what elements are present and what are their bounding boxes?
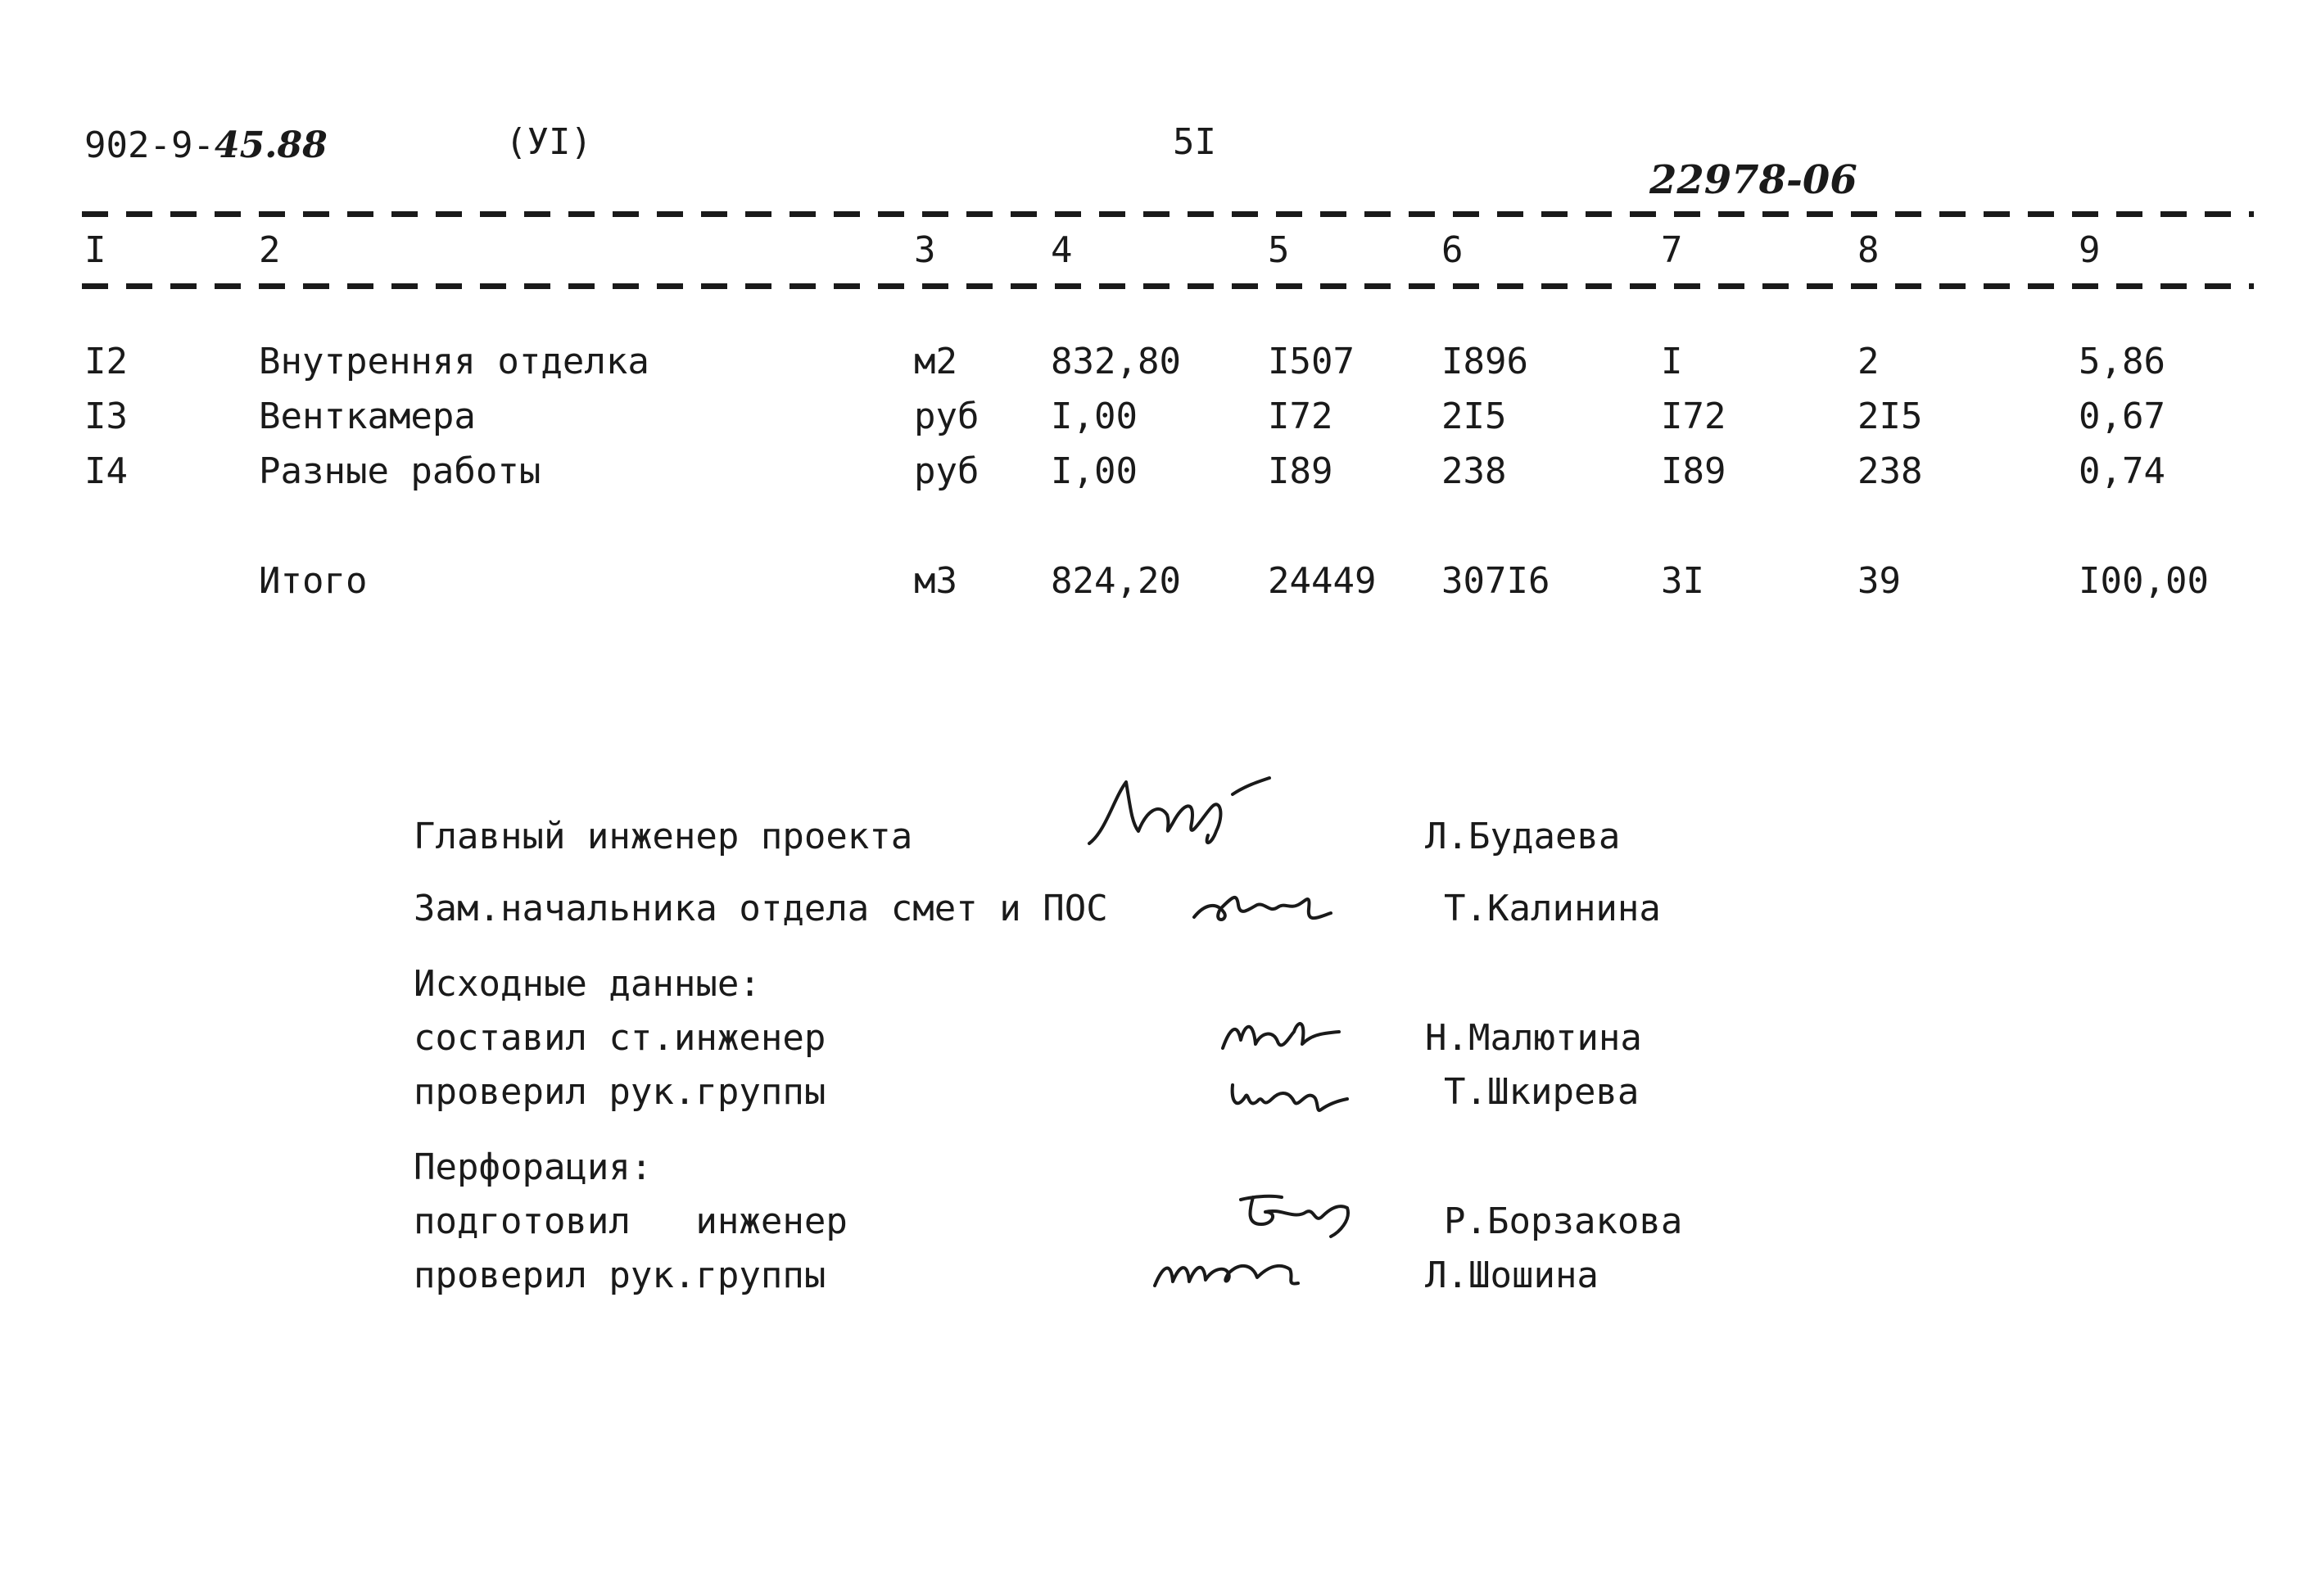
total-label: Итого bbox=[259, 560, 368, 602]
total-cell: 24449 bbox=[1268, 560, 1377, 602]
column-number: 8 bbox=[1857, 229, 1880, 271]
row-quantity: I,00 bbox=[1051, 450, 1138, 492]
total-unit: м3 bbox=[914, 560, 957, 602]
column-number: 7 bbox=[1661, 229, 1683, 271]
row-cell: I89 bbox=[1661, 450, 1726, 492]
document-code-handwritten: 45.88 bbox=[214, 124, 328, 166]
column-number: I bbox=[84, 229, 106, 271]
row-number: I2 bbox=[84, 341, 128, 382]
row-number: I4 bbox=[84, 450, 128, 492]
signature-perf-checked bbox=[1147, 1241, 1335, 1302]
row-cell: 2I5 bbox=[1857, 396, 1923, 437]
row-cell: 238 bbox=[1857, 450, 1923, 492]
row-description: Разные работы bbox=[259, 450, 541, 492]
signature-chief-engineer bbox=[1081, 766, 1278, 864]
table-top-rule bbox=[82, 211, 2254, 217]
row-cell: 238 bbox=[1441, 450, 1507, 492]
signature-deputy bbox=[1188, 876, 1343, 934]
row-description: Венткамера bbox=[259, 396, 476, 437]
total-cell: 39 bbox=[1857, 560, 1901, 602]
perf-prepared-name: Р.Борзакова bbox=[1444, 1200, 1683, 1242]
total-cell: 3I bbox=[1661, 560, 1704, 602]
row-unit: м2 bbox=[914, 341, 957, 382]
source-compiled-name: Н.Малютина bbox=[1425, 1017, 1642, 1059]
section-label: (УI) bbox=[505, 121, 592, 163]
total-cell: 307I6 bbox=[1441, 560, 1550, 602]
deputy-name: Т.Калинина bbox=[1444, 888, 1661, 929]
row-description: Внутренняя отделка bbox=[259, 341, 649, 382]
row-cell: 2 bbox=[1857, 341, 1880, 382]
row-percent: 5,86 bbox=[2079, 341, 2165, 382]
row-cell: I89 bbox=[1268, 450, 1333, 492]
perf-prepared-title: подготовил инженер bbox=[414, 1200, 848, 1242]
perf-checked-name: Л.Шошина bbox=[1425, 1255, 1599, 1296]
document-code bbox=[84, 124, 328, 166]
row-percent: 0,67 bbox=[2079, 396, 2165, 437]
perf-checked-title: проверил рук.группы bbox=[414, 1255, 826, 1296]
page-number: 5I bbox=[1173, 121, 1216, 163]
perforation-heading: Перфорация: bbox=[414, 1146, 653, 1188]
row-percent: 0,74 bbox=[2079, 450, 2165, 492]
column-number: 3 bbox=[914, 229, 936, 271]
table-header-rule bbox=[82, 283, 2254, 289]
source-checked-title: проверил рук.группы bbox=[414, 1071, 826, 1113]
row-quantity: I,00 bbox=[1051, 396, 1138, 437]
source-checked-name: Т.Шкирева bbox=[1444, 1071, 1640, 1113]
source-data-heading: Исходные данные: bbox=[414, 963, 761, 1005]
column-number: 9 bbox=[2079, 229, 2101, 271]
row-cell: 2I5 bbox=[1441, 396, 1507, 437]
row-cell: I72 bbox=[1661, 396, 1726, 437]
total-percent: I00,00 bbox=[2079, 560, 2209, 602]
row-cell: I bbox=[1661, 341, 1683, 382]
row-quantity: 832,80 bbox=[1051, 341, 1181, 382]
document-code-prefix: 902-9- bbox=[84, 124, 215, 166]
row-unit: руб bbox=[914, 450, 980, 492]
column-number: 6 bbox=[1441, 229, 1464, 271]
source-compiled-title: составил ст.инженер bbox=[414, 1017, 826, 1059]
row-cell: I72 bbox=[1268, 396, 1333, 437]
row-unit: руб bbox=[914, 396, 980, 437]
chief-engineer-name: Л.Будаева bbox=[1425, 816, 1621, 857]
row-cell: I507 bbox=[1268, 341, 1355, 382]
deputy-title: Зам.начальника отдела смет и ПОС bbox=[414, 888, 1108, 929]
signature-source-checked bbox=[1224, 1065, 1355, 1122]
chief-engineer-title: Главный инженер проекта bbox=[414, 816, 913, 857]
total-quantity: 824,20 bbox=[1051, 560, 1181, 602]
row-cell: I896 bbox=[1441, 341, 1528, 382]
column-number: 2 bbox=[259, 229, 281, 271]
signature-source-compiled bbox=[1216, 1007, 1347, 1060]
signature-perf-prepared bbox=[1216, 1187, 1364, 1245]
handwritten-stamp-number: 22978-06 bbox=[1649, 157, 1857, 203]
column-number: 5 bbox=[1268, 229, 1290, 271]
column-number: 4 bbox=[1051, 229, 1073, 271]
row-number: I3 bbox=[84, 396, 128, 437]
